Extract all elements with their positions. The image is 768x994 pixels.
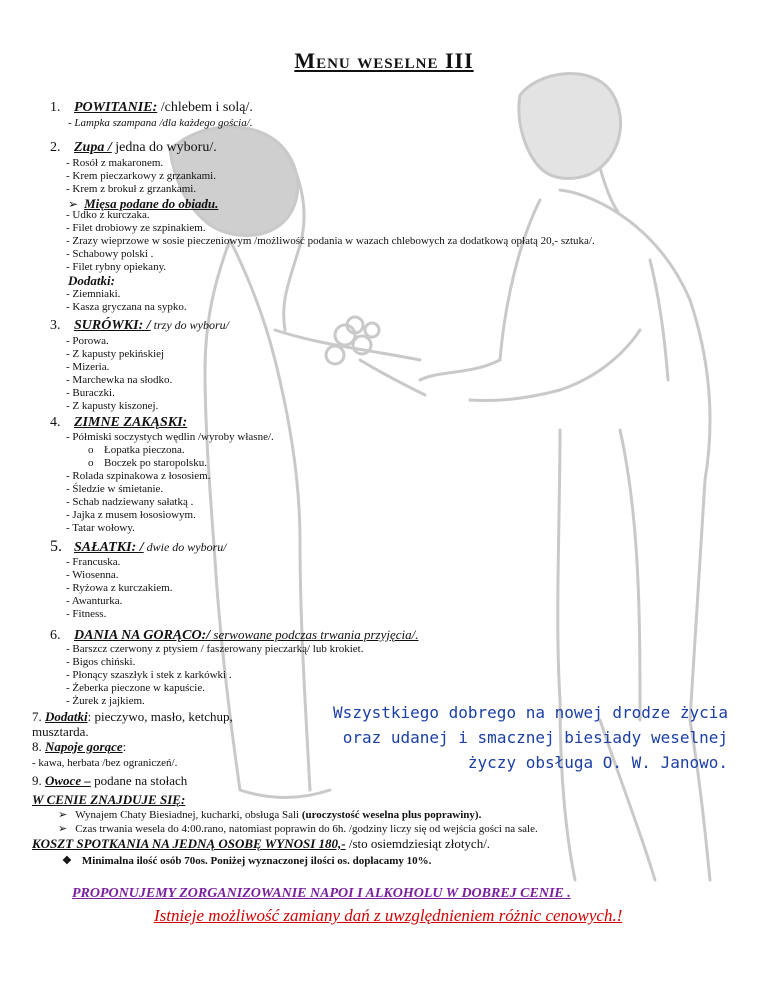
section-label: Mięsa podane do obiadu. bbox=[84, 196, 219, 211]
extras-dodatki bbox=[32, 709, 282, 724]
list-item: - Żeberka pieczone w kapuście. bbox=[66, 682, 205, 694]
list-item: - Mizeria. bbox=[66, 361, 110, 373]
section-number: 1. bbox=[50, 100, 61, 115]
surowki-list bbox=[66, 335, 172, 413]
section-label: Napoje gorące bbox=[45, 739, 123, 754]
arrow-bullet-icon: ➢ bbox=[58, 823, 68, 835]
list-item: - Zrazy wieprzowe w sosie pieczeniowym /możliwość podania w wazach chlebowych za dodatkową opłatą 20,- sztuka/. bbox=[66, 235, 595, 247]
extras-owoce bbox=[32, 773, 282, 788]
wedding-wishes bbox=[328, 700, 728, 775]
section-salatki bbox=[50, 538, 227, 556]
item-text: Wynajem Chaty Biesiadnej, kucharki, obsługa Sali bbox=[75, 809, 302, 821]
promo-drinks: PROPONUJEMY ZORGANIZOWANIE NAPOI I ALKOHOLU W DOBREJ CENIE . bbox=[72, 886, 571, 901]
list-item: - Rolada szpinakowa z łososiem. bbox=[66, 470, 211, 482]
section-note: /chlebem i solą/. bbox=[157, 100, 253, 115]
koszt-label: KOSZT SPOTKANIA NA JEDNĄ OSOBĘ WYNOSI 180,- bbox=[32, 836, 346, 851]
list-item: - Francuska. bbox=[66, 556, 121, 568]
list-item: - Schab nadziewany sałatką . bbox=[66, 496, 194, 508]
circle-bullet-icon: o bbox=[88, 457, 94, 469]
wish-line: oraz udanej i smacznej biesiady weselnej bbox=[342, 728, 728, 747]
diamond-bullet-icon: ❖ bbox=[62, 855, 72, 867]
item-bold-text: (uroczystość weselna plus poprawiny). bbox=[301, 809, 482, 821]
list-item: - Krem z brokuł z grzankami. bbox=[66, 183, 197, 195]
list-item: - Marchewka na słodko. bbox=[66, 374, 173, 386]
extras-napoje bbox=[32, 739, 282, 754]
section-number: 4. bbox=[50, 415, 61, 430]
w-cenie-list bbox=[58, 808, 538, 836]
sub-item-text: Łopatka pieczona. bbox=[104, 444, 185, 456]
section-note: podane na stołach bbox=[90, 773, 188, 788]
list-item: - Krem pieczarkowy z grzankami. bbox=[66, 170, 216, 182]
list-item: - Buraczki. bbox=[66, 387, 115, 399]
section-note: : pieczywo, masło, ketchup, bbox=[87, 709, 233, 724]
section-dania-na-goraco bbox=[50, 627, 419, 644]
wish-line: Wszystkiego dobrego na nowej drodze życia bbox=[333, 703, 728, 722]
section-number: 9. bbox=[32, 773, 42, 788]
list-item: - Śledzie w śmietanie. bbox=[66, 483, 164, 495]
item-text: Czas trwania wesela do 4:00.rano, natomiast poprawin do 6h. /godziny liczy się od wejścia gości na sale. bbox=[75, 823, 538, 835]
dodatki-list bbox=[66, 288, 187, 314]
list-item: - Barszcz czerwony z ptysiem / faszerowany pieczarką/ lub krokiet. bbox=[66, 643, 364, 655]
salatki-list bbox=[66, 556, 172, 621]
minimalna-line bbox=[62, 854, 431, 867]
list-item: - Fitness. bbox=[66, 608, 107, 620]
section-note: serwowane podczas trwania przyjęcia/. bbox=[210, 627, 419, 642]
section-powitanie bbox=[50, 100, 253, 116]
list-item: - Z kapusty pekińskiej bbox=[66, 348, 165, 360]
list-item: - Filet rybny opiekany. bbox=[66, 261, 167, 273]
section-note: : bbox=[122, 739, 127, 754]
section-note: trzy do wyboru/ bbox=[150, 318, 229, 332]
list-item: - Wiosenna. bbox=[66, 569, 119, 581]
list-item: - Półmiski soczystych wędlin /wyroby własne/. bbox=[66, 431, 274, 443]
section-number: 8. bbox=[32, 739, 42, 754]
section-label: SAŁATKI: / bbox=[74, 540, 144, 555]
list-item: - Żurek z jajkiem. bbox=[66, 695, 145, 707]
list-item bbox=[58, 808, 538, 822]
list-item: - Tatar wołowy. bbox=[66, 522, 135, 534]
sub-list-item bbox=[66, 444, 274, 457]
section-label: Zupa / bbox=[74, 140, 112, 155]
section-label: DANIA NA GORĄCO:/ bbox=[74, 628, 211, 643]
list-item: - Rosół z makaronem. bbox=[66, 157, 164, 169]
list-item: - Porowa. bbox=[66, 335, 109, 347]
list-item: - Lampka szampana /dla każdego gościa/. bbox=[68, 117, 253, 129]
list-item: - Ryżowa z kurczakiem. bbox=[66, 582, 173, 594]
zupa-list bbox=[66, 157, 216, 196]
section-note: jedna do wyboru/. bbox=[111, 140, 217, 155]
sub-item-text: Boczek po staropolsku. bbox=[104, 457, 207, 469]
w-cenie-heading: W CENIE ZNAJDUJE SIĘ: bbox=[32, 792, 186, 807]
list-item: - Filet drobiowy ze szpinakiem. bbox=[66, 222, 206, 234]
section-extras bbox=[32, 709, 282, 788]
section-label: POWITANIE: bbox=[74, 100, 158, 115]
zimne-list bbox=[66, 431, 274, 535]
section-surowki bbox=[50, 318, 229, 334]
wish-line: życzy obsługa O. W. Janowo. bbox=[467, 753, 728, 772]
koszt-line bbox=[32, 836, 490, 852]
section-label: Dodatki: bbox=[68, 273, 115, 288]
list-item: - Płonący szaszłyk i stek z karkówki . bbox=[66, 669, 232, 681]
extras-line: - kawa, herbata /bez ograniczeń/. bbox=[32, 757, 178, 769]
koszt-note: /sto osiemdziesiąt złotych/. bbox=[345, 836, 491, 851]
page-title: Menu weselne III bbox=[294, 48, 474, 73]
list-item: - Schabowy polski . bbox=[66, 248, 154, 260]
list-item: - Awanturka. bbox=[66, 595, 123, 607]
section-zimne-zakaski bbox=[50, 415, 187, 431]
section-number: 3. bbox=[50, 318, 61, 333]
section-number: 6. bbox=[50, 628, 61, 643]
list-item: - Jajka z musem łososiowym. bbox=[66, 509, 196, 521]
section-number: 7. bbox=[32, 709, 42, 724]
extras-line: musztarda. bbox=[32, 724, 89, 739]
section-label: ZIMNE ZAKĄSKI: bbox=[74, 415, 188, 430]
list-item: - Z kapusty kiszonej. bbox=[66, 400, 159, 412]
promo-swap: Istnieje możliwość zamiany dań z uwzględnieniem różnic cenowych.! bbox=[154, 906, 623, 925]
section-zupa bbox=[50, 140, 217, 156]
section-label: Owoce – bbox=[45, 773, 91, 788]
list-item bbox=[58, 822, 538, 836]
arrow-bullet-icon: ➢ bbox=[68, 197, 79, 211]
circle-bullet-icon: o bbox=[88, 444, 94, 456]
section-note: dwie do wyboru/ bbox=[143, 540, 227, 554]
section-number: 2. bbox=[50, 140, 61, 155]
sub-list-item bbox=[66, 457, 274, 470]
list-item: - Kasza gryczana na sypko. bbox=[66, 301, 187, 313]
section-number: 5. bbox=[50, 538, 62, 555]
list-item: - Udko z kurczaka. bbox=[66, 209, 150, 221]
list-item: - Bigos chiński. bbox=[66, 656, 136, 668]
section-label: SURÓWKI: / bbox=[74, 318, 151, 333]
list-item: - Ziemniaki. bbox=[66, 288, 121, 300]
arrow-bullet-icon: ➢ bbox=[58, 809, 68, 821]
minimalna-text: Minimalna ilość osób 70os. Poniżej wyznaczonej ilości os. dopłacamy 10%. bbox=[81, 855, 432, 867]
mieso-list bbox=[66, 209, 595, 274]
dania-list bbox=[66, 643, 363, 708]
section-label: Dodatki bbox=[45, 709, 88, 724]
